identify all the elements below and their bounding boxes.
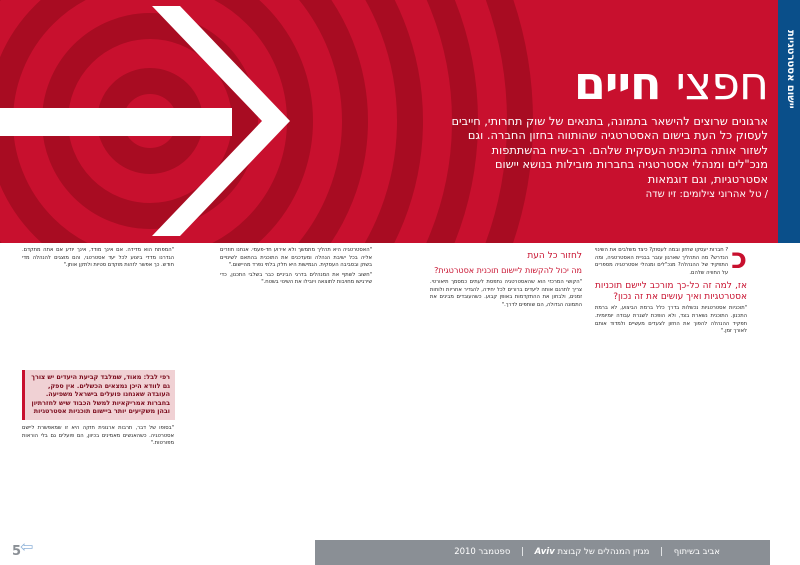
article-paragraph: כ ? חברות יעסקו שחזון ובמה לעסוק? כיצד משלבים את השינוי הנדרש? מה התהליך שארגון עובר בבניית האסטרטגיה, ומה התפקיד של ההנהלה? מנכ"לים ומנהלי אסטרטגיה מספרים על החוויה שלהם.: [595, 247, 747, 276]
section-tab: [778, 0, 800, 243]
pull-quote: רפי לבל: מאוד, שמלבד קביעת היעדים יש צורך גם לוודא היכן נמצאים הכשלים. אין ספק, העובדה שאנחנו פועלים בישראל משפיעה. בחברות אמריקאיות למשל הכבוד שיש לחזרתיון ובהן משקיעים יותר ביישום תוכניות אסטרטגיות: [22, 370, 175, 420]
article-paragraph: "בסופו של דבר, תרבות ארגונית חזקה היא זו שמאפשרת ליישם אסטרטגיה. כשהאנשים מאמינים בכיוון, הם פועלים גם בלי הוראות מפורטות.": [22, 425, 174, 447]
article-paragraph: "תוכניות אסטרטגיות נכשלות בדרך כלל ברמת הביצוע, לא ברמת התכנון. התוכנית נשארת בצד, ולא הופכת לשגרת עבודה יומיומית. תפקיד ההנהלה להפוך את החזון לצעדים מעשיים ולמדוד אותם לאורך זמן.": [595, 305, 747, 335]
title-part2: חיים: [573, 56, 661, 110]
drop-cap: כ: [731, 247, 747, 275]
footer-magazine: מגזין המנהלים של קבוצת: [557, 547, 650, 557]
page-number-left: 5: [12, 544, 22, 559]
page-title: [448, 58, 768, 108]
byline: / טל אהרוני צילומים: זיו שדה: [645, 189, 768, 201]
page-footer: [0, 540, 800, 565]
section-heading: לחזור כל העת: [527, 251, 582, 261]
article-paragraph: "חשוב לשתף את המנהלים בדרגי הביניים כבר בשלבי התכנון, כדי שירגישו מחויבות לתוצאה ויובילו את השינוי בשטח.": [220, 271, 372, 286]
article-column-c: [220, 247, 372, 539]
footer-right-label: אביב בשיתוף: [673, 547, 720, 557]
article-column-b: [430, 247, 582, 539]
article-column-d: [22, 247, 174, 367]
hero-text: [448, 58, 768, 201]
article-column-d-cont: [22, 425, 174, 535]
title-part1: חפצי: [675, 56, 768, 110]
article-paragraph: "הקושי המרכזי הוא שהאסטרטגיה נתפסת לעתים כמסמך תיאורטי. צריך לתרגם אותה ליעדים ברורים לכל יחידה, להגדיר אחריות ולוחות זמנים, ולבחון את ההתקדמות באופן קבוע. כשהעובדים מבינים את התמונה הגדולה, הם שותפים לדרך.": [430, 279, 582, 308]
arrow-left-icon[interactable]: ⇦: [20, 537, 34, 556]
footer-bar: אביב בשיתוף | מגזין המנהלים של קבוצת Aviv | ספטמבר 2010: [315, 540, 770, 565]
article-paragraph: "האסטרטגיה היא תהליך מתמשך ולא אירוע חד-פעמי. אנחנו חוזרים אליה בכל ישיבת הנהלה ומעדכנים את התוכנית בהתאם לשינויים בשוק ובסביבה העסקית. הגמישות היא חלק בלתי נפרד מהיישום.": [220, 247, 372, 269]
section-subheading: מה יכול להקשות ליישום תוכנית אסטרטגית?: [434, 265, 582, 275]
article-column-a: [595, 247, 747, 539]
hero-banner: [0, 0, 800, 243]
page-number-right: 4: [782, 544, 792, 559]
footer-issue: ספטמבר 2010: [454, 547, 511, 557]
section-heading: אז, למה זה כל-כך מורכב ליישם תוכניות אסטרטגיות ואיך עושים את זה נכון?: [595, 281, 747, 302]
article-paragraph: "המפתח הוא מדידה. אם אינך מודד, אינך יודע אם אתה מתקדם. הגדרנו מדדי ביצוע לכל יעד אסטרטגי, והם מוצגים להנהלה מדי חודש. כך אפשר לזהות מוקדם סטיות ולתקן אותן.": [22, 247, 174, 269]
footer-brand: Aviv: [534, 547, 555, 557]
lead-paragraph: ארגונים שרוצים להישאר בתמונה, בתנאים של שוק תחרותי, חייבים לעסוק כל העת בישום האסטרטגיה שהותווה בחזון החברה. וגם לשזור אותה בתוכנית העסקית שלהם. רב-שיח בהשתתפות מנכ"לים ומנהלי אסטרטגיה בחברות מובילות בנושא יישום אסטרטגיות, וגם דוגמאות: [451, 114, 768, 186]
section-tab-label: יישום אסטרטגיות: [785, 30, 796, 109]
